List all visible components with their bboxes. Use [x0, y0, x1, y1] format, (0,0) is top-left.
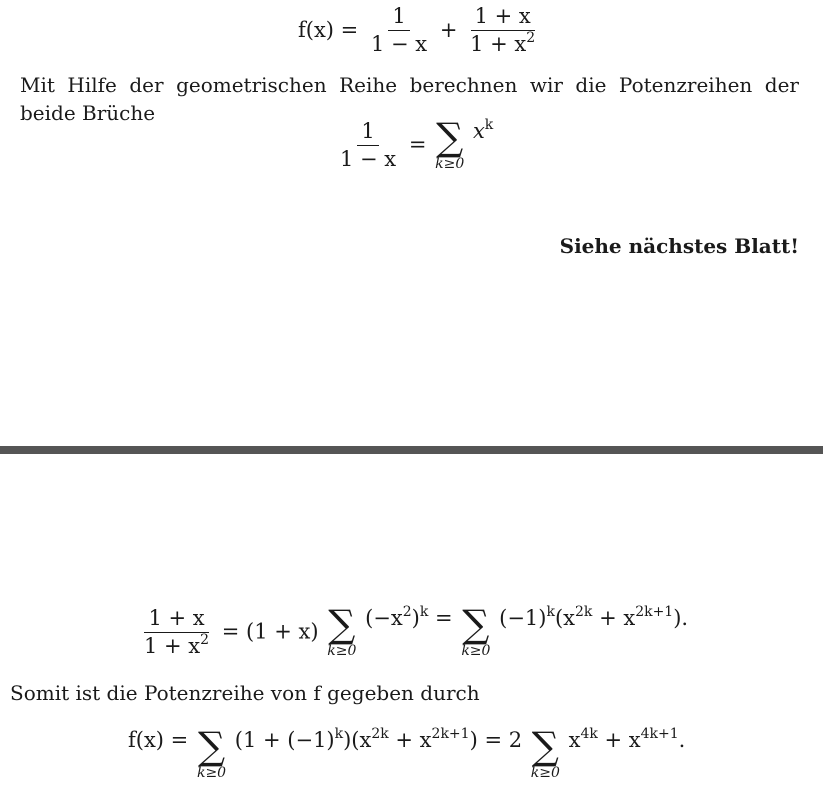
second-eq-term2: $(-1)^k(x^{2k} + x^{2k+1})$. [499, 603, 689, 630]
fraction-1 [367, 6, 431, 55]
sum-symbol: ∑ [531, 724, 559, 768]
sum-operator-4 [530, 724, 560, 781]
eq-def-lhs: f(x) = [298, 18, 359, 42]
sum-symbol: ∑ [197, 724, 226, 768]
sum-operator [435, 115, 465, 172]
equation-definition [298, 6, 541, 55]
final-term2: $x^{4k} + x^{4k+1}$. [568, 725, 686, 752]
sum-operator-3 [196, 724, 227, 781]
fraction-1-numerator: 1 [388, 6, 409, 31]
next-sheet-note: Siehe nächstes Blatt! [559, 234, 799, 258]
sum-limit: k≥0 [196, 765, 227, 781]
sum-operator-2 [461, 602, 491, 659]
final-term1: $(1 + (-1)^k)(x^{2k} + x^{2k+1})$ [234, 725, 478, 752]
second-fraction-numerator: 1 + x [144, 608, 208, 633]
page-divider [0, 446, 823, 454]
second-fraction [140, 605, 213, 658]
fraction-2 [466, 6, 539, 55]
conclusion-sentence: Somit ist die Potenzreihe von f gegeben durch [10, 681, 480, 705]
equation-final [128, 724, 686, 781]
geometric-fraction-denominator: 1 − x [340, 146, 397, 171]
geometric-fraction [336, 118, 400, 171]
intro-paragraph: Mit Hilfe der geometrischen Reihe berechnen wir die Potenzreihen der beide Brüche [20, 73, 799, 125]
second-eq-term1: $(-x^2)^k$ [365, 603, 429, 630]
sum-symbol: ∑ [328, 602, 356, 646]
fraction-2-denominator: $1 + x^2$ [470, 30, 536, 56]
second-eq-part1: = (1 + x) [221, 619, 319, 644]
equals-sign: = [408, 132, 427, 157]
sum-limit: k≥0 [461, 643, 491, 659]
sum-symbol: ∑ [436, 115, 464, 159]
equation-geometric-series [334, 115, 494, 172]
second-fraction-denominator: $1 + x^2$ [144, 631, 210, 658]
sum-operator-1 [327, 602, 357, 659]
geometric-fraction-numerator: 1 [357, 121, 378, 146]
final-eq2: = 2 [484, 727, 523, 752]
sum-symbol: ∑ [462, 602, 490, 646]
geometric-term: $x^k$ [472, 116, 494, 143]
final-lhs: f(x) = [128, 727, 189, 752]
equation-second-fraction [138, 602, 689, 659]
fraction-1-denominator: 1 − x [370, 32, 428, 56]
sum-limit: k≥0 [435, 156, 465, 172]
sum-limit: k≥0 [530, 765, 560, 781]
fraction-2-numerator: 1 + x [471, 6, 535, 31]
plus-sign: + [439, 18, 458, 42]
second-eq-equals: = [435, 605, 453, 630]
sum-limit: k≥0 [327, 643, 357, 659]
